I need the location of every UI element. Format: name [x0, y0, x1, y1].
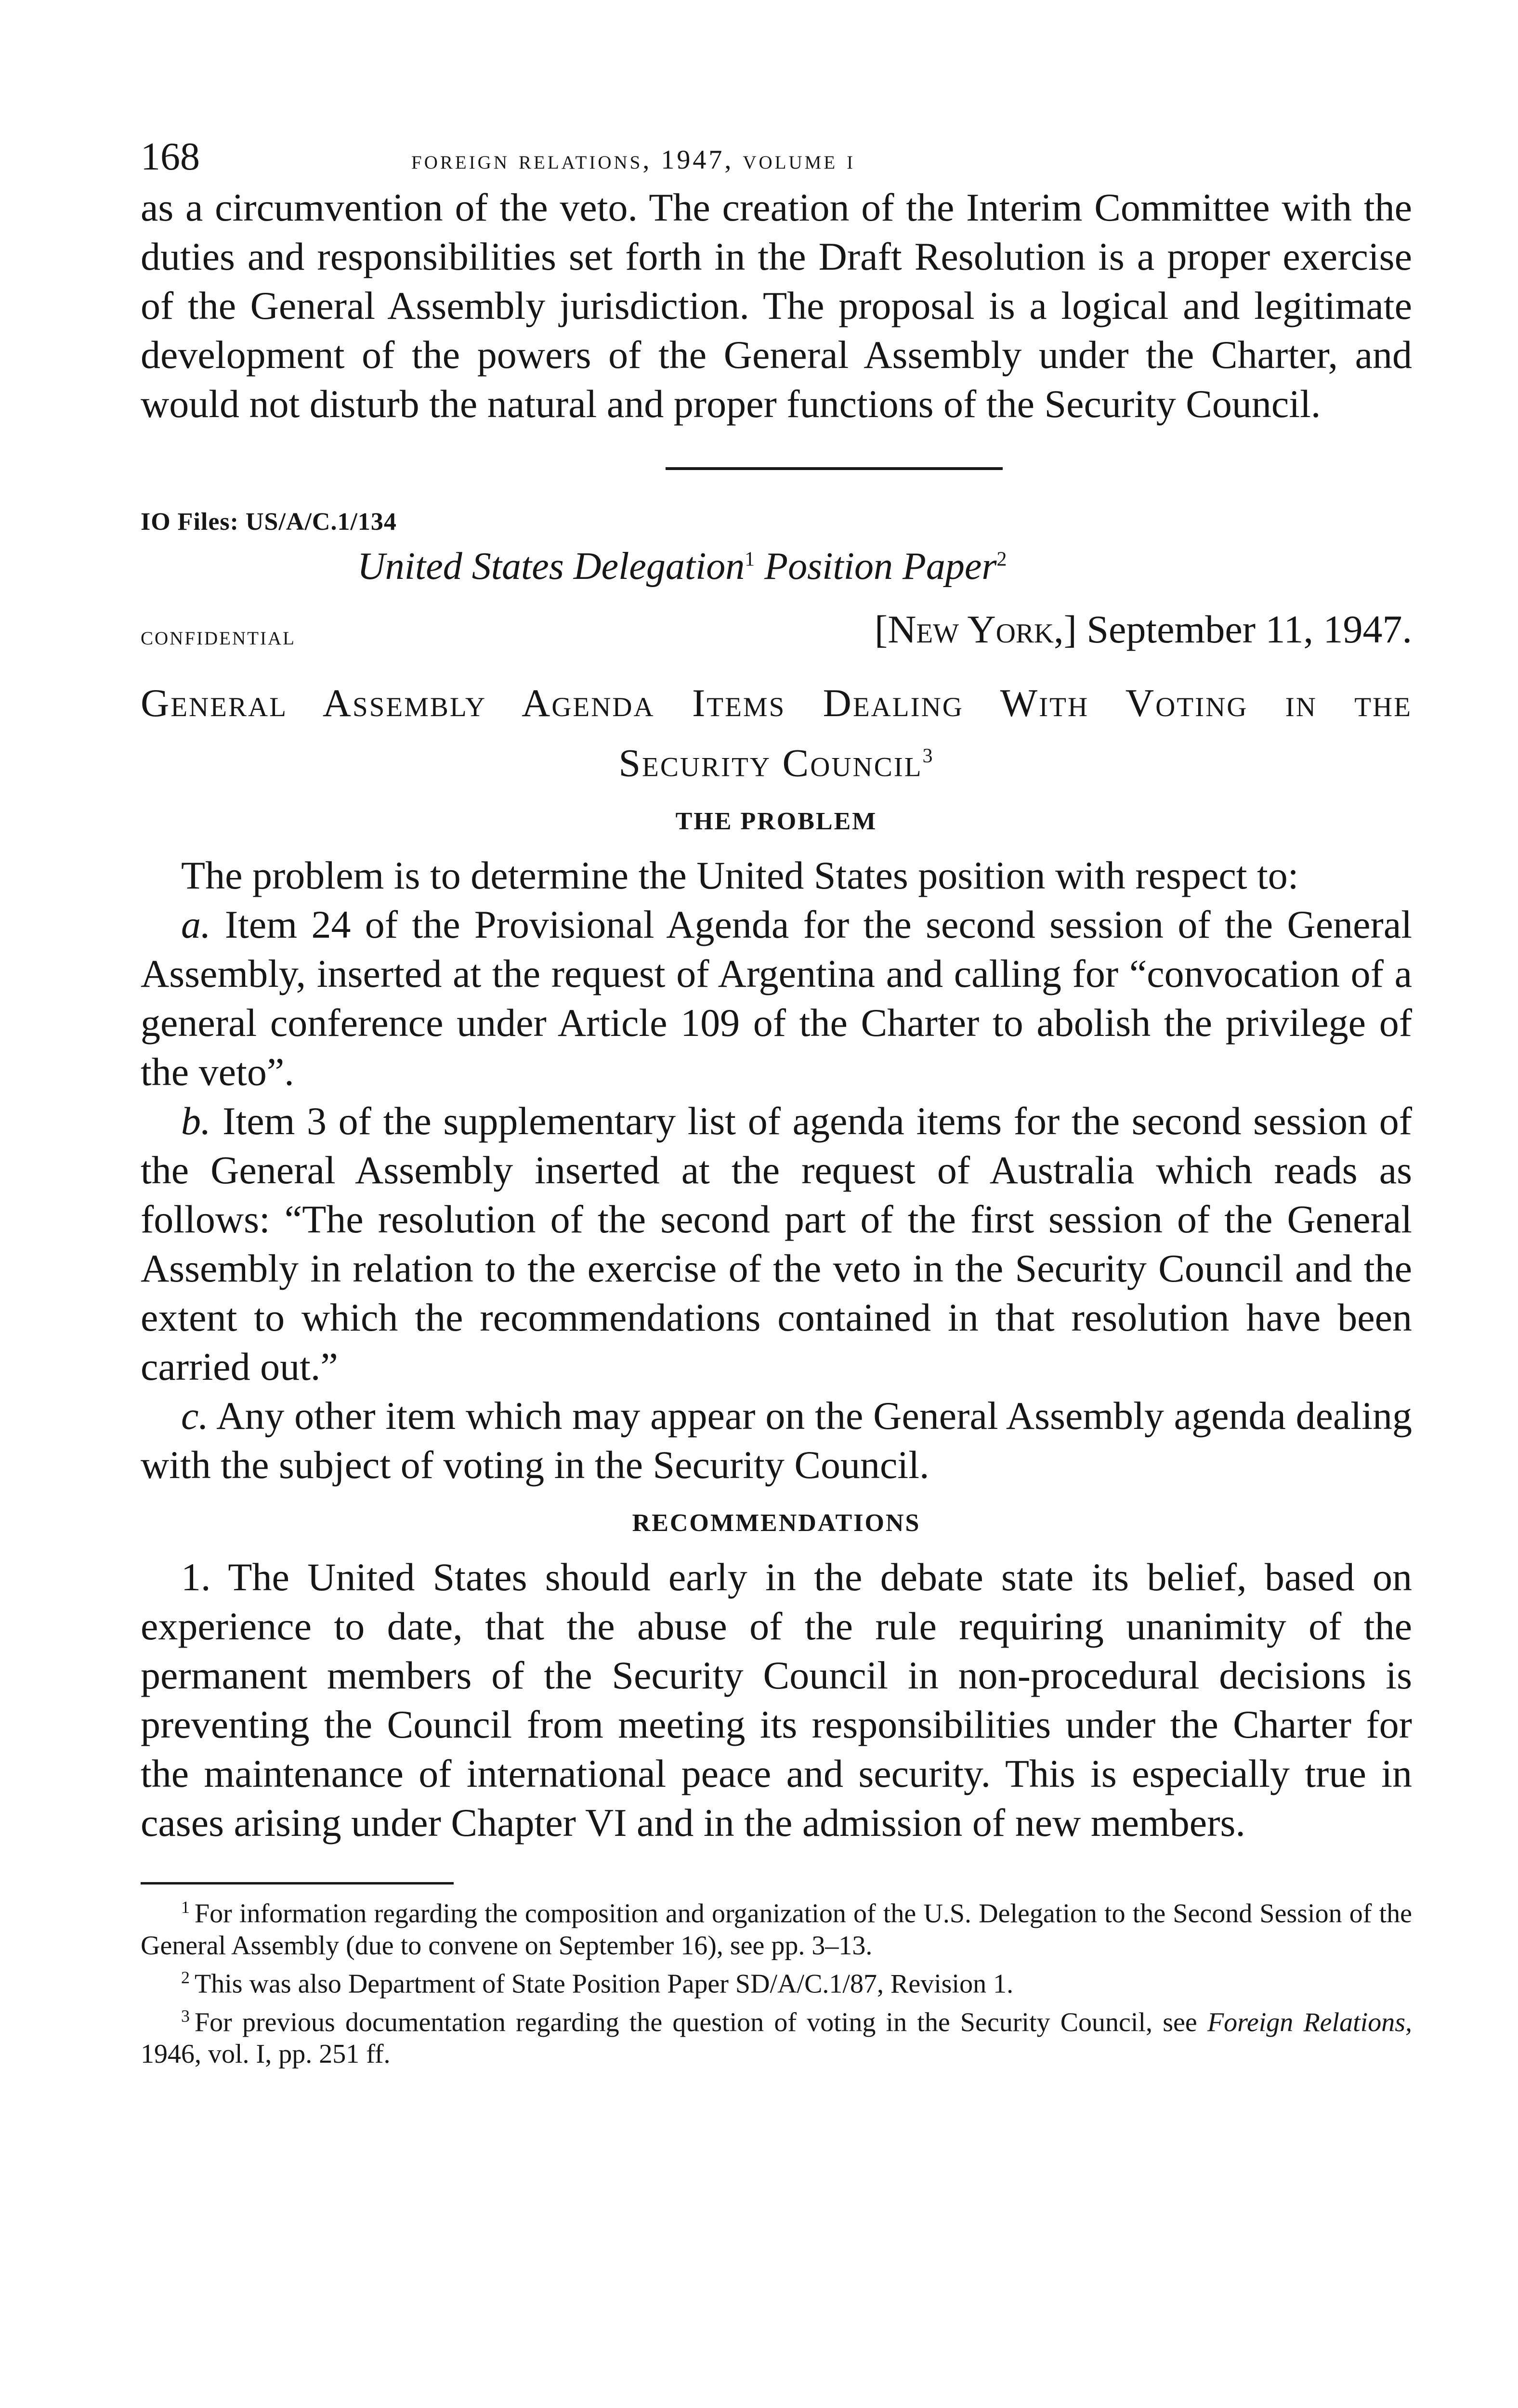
file-reference: IO Files: US/A/C.1/134: [141, 508, 397, 536]
document-title: [141, 545, 1412, 589]
footnote-ref-1: 1: [745, 548, 755, 571]
page-number: 168: [141, 134, 200, 178]
recommendations-heading: RECOMMENDATIONS: [632, 1509, 921, 1537]
footnote-ref-2: 2: [996, 548, 1007, 571]
running-head: [141, 130, 1412, 183]
date: September 11, 1947.: [1086, 607, 1412, 651]
classification-label: confidential: [141, 621, 296, 651]
problem-heading: THE PROBLEM: [675, 808, 877, 836]
problem-intro: The problem is to determine the United States position with respect to:: [181, 853, 1299, 898]
footnote-1-text: For information regarding the composition and organization of the U.S. Delegation to the Second Session of the General Assembly (due to convene on September 16), see pp. 3–13.: [141, 1898, 1412, 1961]
document-page: [141, 130, 1412, 2070]
footnote-3: [141, 2000, 1412, 2070]
heading-line-2-text: Security Council: [618, 741, 923, 785]
section-divider: [666, 467, 1003, 470]
item-a-label: a.: [181, 903, 211, 947]
problem-item-a: [141, 900, 1412, 1097]
running-title: foreign relations, 1947, volume i: [411, 145, 856, 175]
intro-paragraph: as a circumvention of the veto. The creation of the Interim Committee with the duties and responsibilities set forth in the Draft Resolution is a proper exercise of the General Assembly jurisdiction. The proposal is a logical and legitimate development of the powers of the General Assembly under the Charter, and would not disturb the natural and proper functions of the Security Council.: [141, 185, 1412, 426]
title-part-2: Position Paper: [764, 545, 997, 588]
item-c-label: c.: [181, 1394, 209, 1438]
heading-line-1: General Assembly Agenda Items Dealing With Voting in the: [141, 681, 1412, 725]
problem-item-c: [141, 1391, 1412, 1490]
footnote-divider: [141, 1882, 454, 1885]
footnotes: [141, 1891, 1412, 2070]
place-date: [875, 607, 1412, 652]
place: [New York,]: [874, 607, 1077, 651]
footnote-3-text: For previous documentation regarding the question of voting in the Security Council, see: [195, 2007, 1197, 2038]
footnote-2: [141, 1962, 1412, 2000]
footnote-3-mark: 3: [181, 2006, 190, 2026]
document-heading: [141, 678, 1412, 788]
item-a-text: Item 24 of the Provisional Agenda for the second session of the General Assembly, inserted at the request of Argentina and calling for “convocation of a general conference under Article 109 of the Charter to abolish the privilege of the veto”.: [141, 903, 1413, 1094]
footnote-3-text-after: 1946, vol. I, pp. 251 ff.: [141, 2039, 391, 2069]
footnote-1-mark: 1: [181, 1898, 190, 1917]
footnote-2-mark: 2: [181, 1967, 190, 1987]
classification-line: [141, 607, 1412, 660]
problem-item-b: [141, 1097, 1412, 1391]
recommendation-1: 1. The United States should early in the debate state its belief, based on experience to date, that the abuse of the rule requiring unanimity of the permanent members of the Security Council in non-procedural decisions is preventing the Council from meeting its responsibilities under the Charter for the maintenance of international peace and security. This is especially true in cases arising under Chapter VI and in the admission of new members.: [141, 1555, 1412, 1845]
heading-line-2: [141, 731, 1412, 788]
item-b-label: b.: [181, 1099, 211, 1143]
title-part-1: United States Delegation: [357, 545, 745, 588]
footnote-ref-3: 3: [922, 745, 934, 767]
footnote-2-text: This was also Department of State Position Paper SD/A/C.1/87, Revision 1.: [195, 1969, 1014, 1999]
item-b-text: Item 3 of the supplementary list of agenda items for the second session of the General Assembly inserted at the request of Australia which reads as follows: “The resolution of the second part of the first session of the General Assembly in relation to the exercise of the veto in the Security Council and the extent to which the recommendations contained in that resolution have been carried out.”: [141, 1099, 1412, 1389]
footnote-1: [141, 1891, 1412, 1962]
footnote-3-italic: Foreign Relations,: [1207, 2007, 1412, 2038]
item-c-text: Any other item which may appear on the General Assembly agenda dealing with the subject of voting in the Security Council.: [141, 1394, 1412, 1487]
